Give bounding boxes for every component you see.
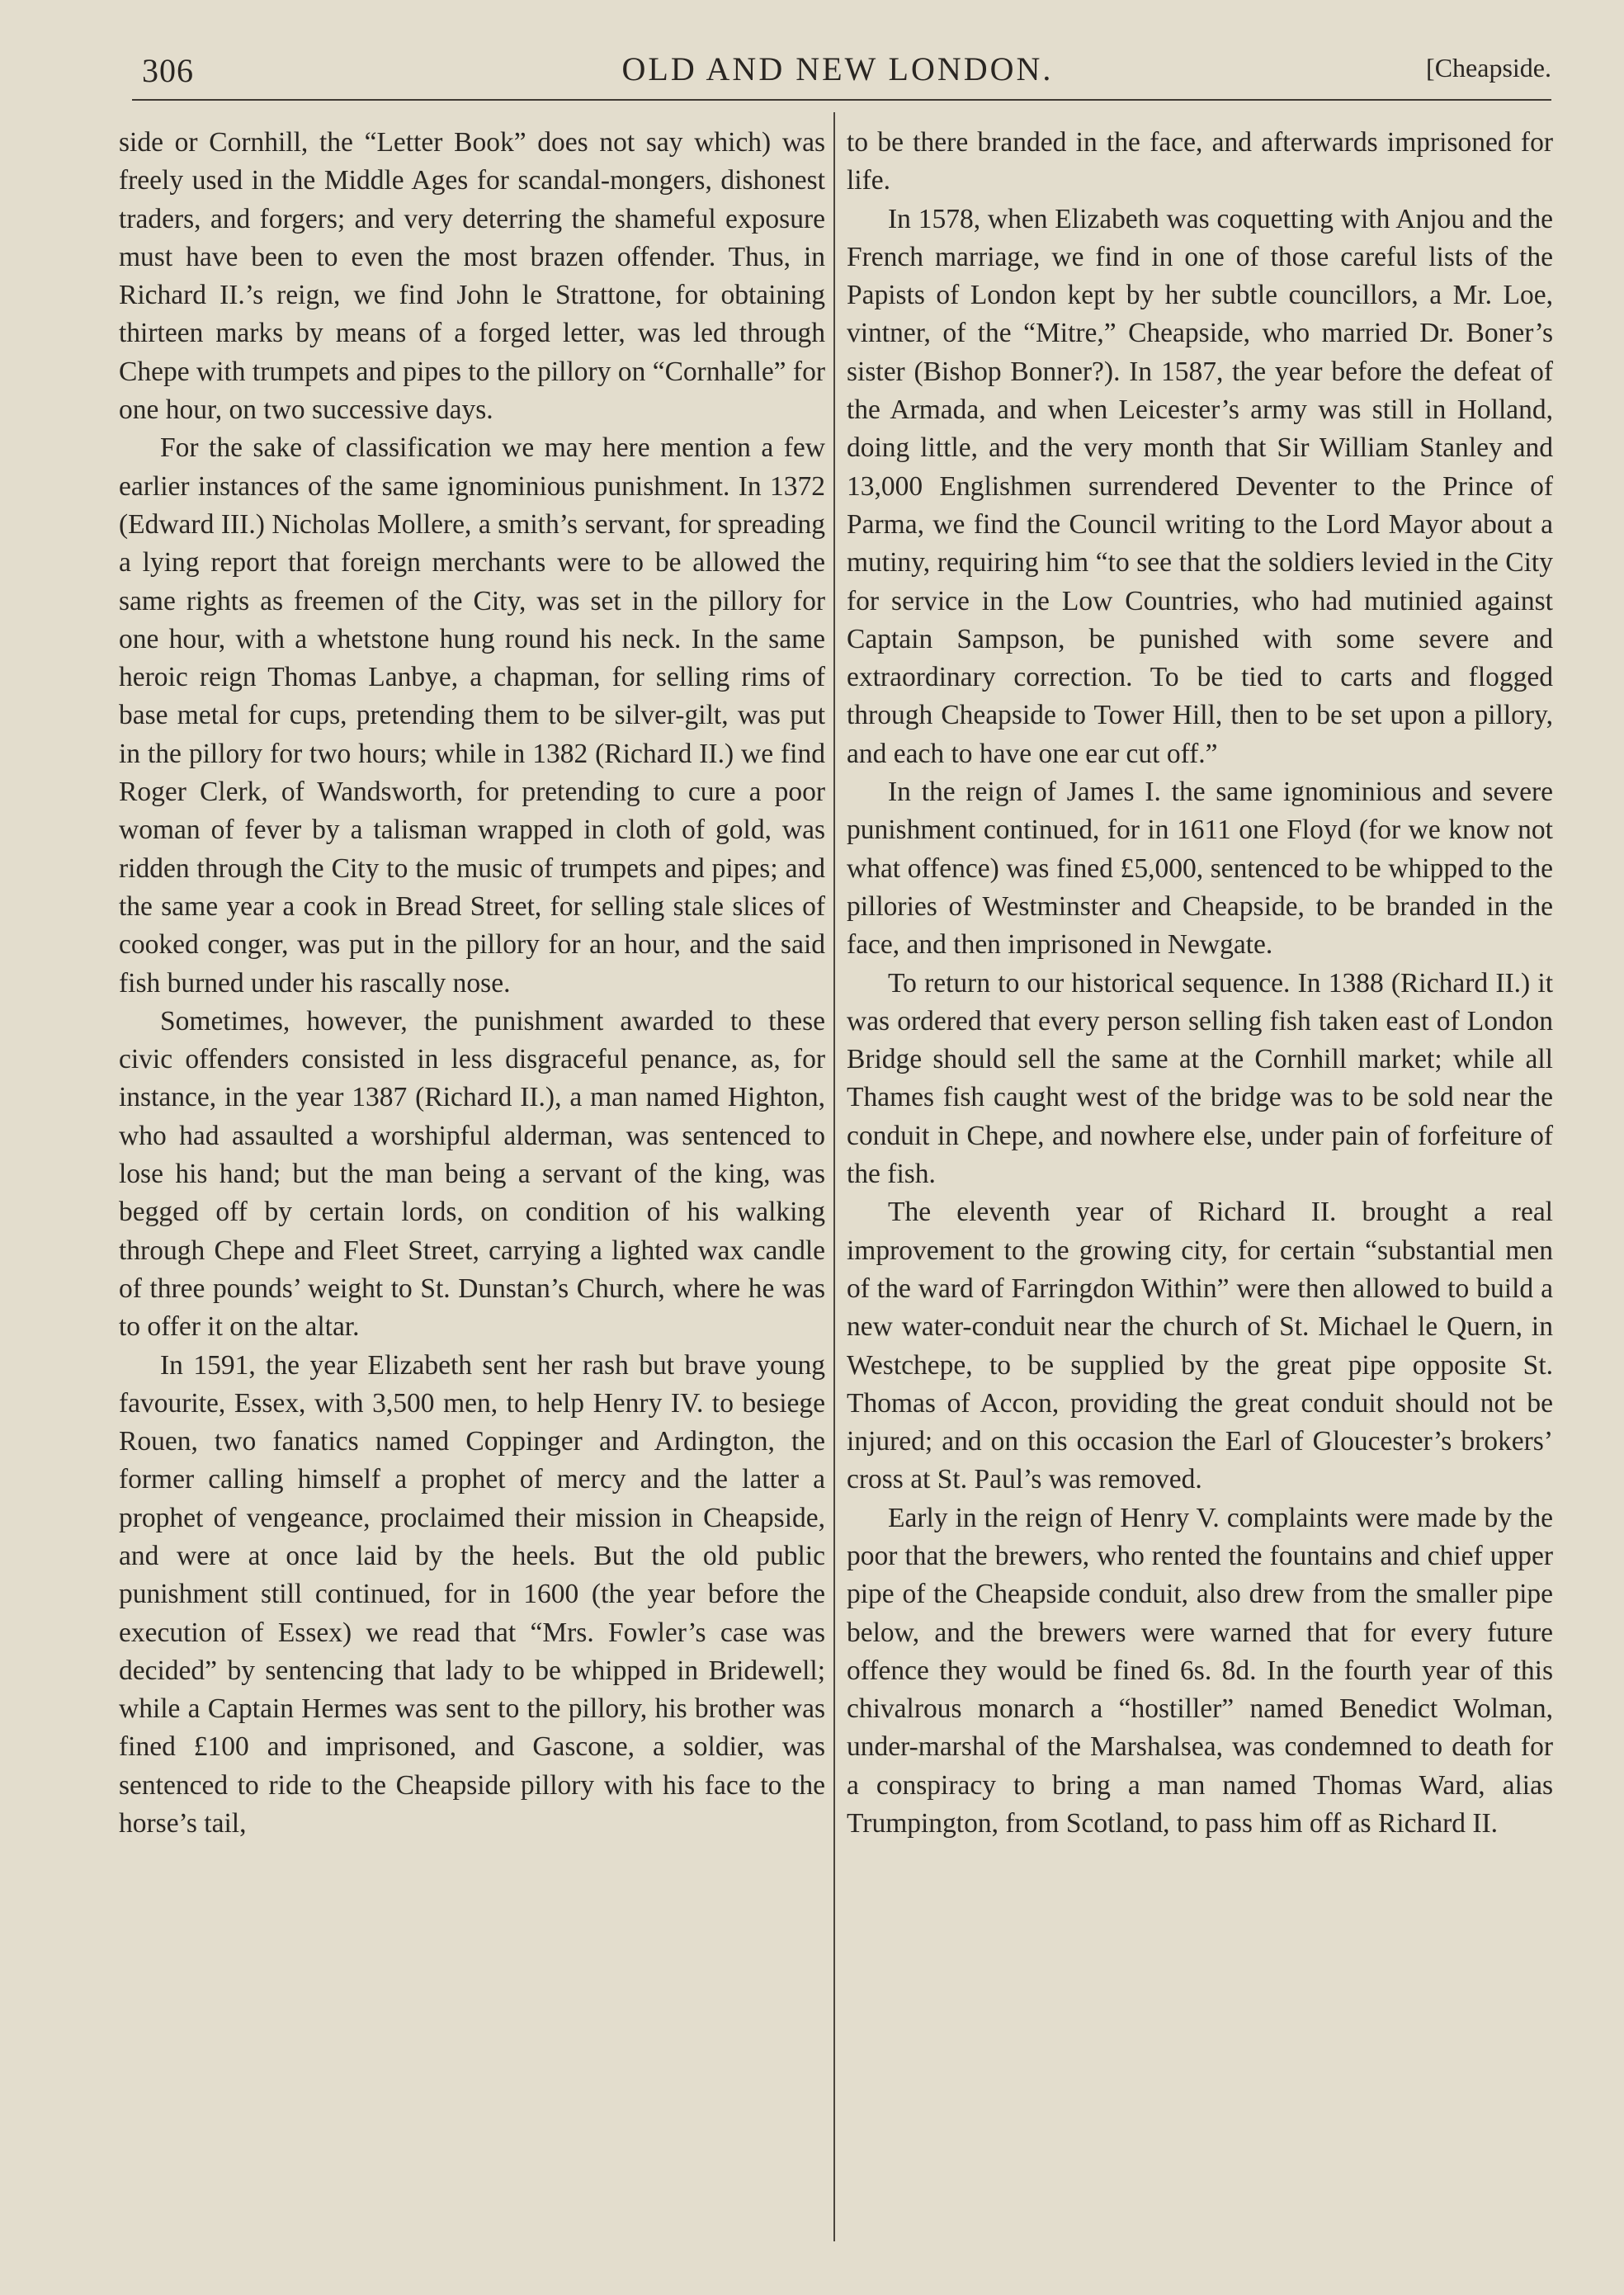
column-divider [833, 112, 835, 2241]
paragraph: In 1578, when Elizabeth was coquetting with Anjou and the French marriage, we find in one of those careful lists of the Papists of London kept by her subtle councillors, a Mr. Loe, vintner, of the “Mitre,” Cheapside, who married Dr. Boner’s sister (Bishop Bonner?). In 1587, the year before the defeat of the Armada, and when Leicester’s army was still in Holland, doing little, and the very month that Sir William Stanley and 13,000 Englishmen surrendered Deventer to the Prince of Parma, we find the Council writing to the Lord Mayor about a mutiny, requiring him “to see that the soldiers levied in the City for service in the Low Countries, who had mutinied against Captain Sampson, be punished with some severe and extraordinary correction. To be tied to carts and flogged through Cheapside to Tower Hill, then to be set upon a pillory, and each to have one ear cut off.” [847, 203, 1553, 769]
section-label: [Cheapside. [1426, 53, 1551, 83]
paragraph: Early in the reign of Henry V. complaints were made by the poor that the brewers, who rented the fountains and chief upper pipe of the Cheapside conduit, also drew from the smaller pipe below, and the brewers were warned that for every future offence they would be fined 6s. 8d. In the fourth year of this chivalrous monarch a “hostiller” named Benedict Wolman, under-marshal of the Marshalsea, was condemned to death for a conspiracy to bring a man named Thomas Ward, alias Trumpington, from Scotland, to pass him off as Richard II. [847, 1502, 1553, 1839]
running-title: OLD AND NEW LONDON. [621, 50, 1054, 87]
page-header [124, 46, 1551, 96]
left-column [119, 124, 825, 1843]
paragraph: To return to our historical sequence. In 1388 (Richard II.) it was ordered that every person selling fish taken east of London Bridge should sell the same at the Cornhill market; while all Thames fish caught west of the bridge was to be sold near the conduit in Chepe, and nowhere else, under pain of forfeiture of the fish. [847, 967, 1553, 1190]
page-number: 306 [142, 52, 194, 89]
paragraph: In the reign of James I. the same ignominious and severe punishment continued, for in 1611 one Floyd (for we know not what offence) was fined £5,000, sentenced to be whipped to the pillories of Westminster and Cheapside, to be branded in the face, and then imprisoned in Newgate. [847, 777, 1553, 961]
paragraph: The eleventh year of Richard II. brought a real improvement to the growing city, for certain “substantial men of the ward of Farringdon Within” were then allowed to build a new water-conduit near the church of St. Michael le Quern, in Westchepe, to be supplied by the great pipe opposite St. Thomas of Accon, providing the great conduit should not be injured; and on this occasion the Earl of Gloucester’s brokers’ cross at St. Paul’s was removed. [847, 1197, 1553, 1495]
paragraph: to be there branded in the face, and afterwards imprisoned for life. [847, 127, 1553, 196]
header-rule [132, 99, 1551, 101]
paragraph: In 1591, the year Elizabeth sent her rash but brave young favourite, Essex, with 3,500 men, to help Henry IV. to besiege Rouen, two fanatics named Coppinger and Ardington, the former calling himself a prophet of mercy and the latter a prophet of vengeance, proclaimed their mission in Cheapside, and were at once laid by the heels. But the old public punishment still continued, for in 1600 (the year before the execution of Essex) we read that “Mrs. Fowler’s case was decided” by sentencing that lady to be whipped in Bridewell; while a Captain Hermes was sent to the pillory, his brother was fined £100 and imprisoned, and Gascone, a soldier, was sentenced to ride to the Cheapside pillory with his face to the horse’s tail, [119, 1349, 825, 1839]
paragraph: Sometimes, however, the punishment awarded to these civic offenders consisted in less disgraceful penance, as, for instance, in the year 1387 (Richard II.), a man named Highton, who had assaulted a worshipful alderman, was sentenced to lose his hand; but the man being a servant of the king, was begged off by certain lords, on condition of his walking through Chepe and Fleet Street, carrying a lighted wax candle of three pounds’ weight to St. Dunstan’s Church, where he was to offer it on the altar. [119, 1005, 825, 1343]
right-column [847, 124, 1553, 1843]
paragraph: side or Cornhill, the “Letter Book” does not say which) was freely used in the Middle Ages for scandal-mongers, dishonest traders, and forgers; and very deterring the shameful exposure must have been to even the most brazen offender. Thus, in Richard II.’s reign, we find John le Strattone, for obtaining thirteen marks by means of a forged letter, was led through Chepe with trumpets and pipes to the pillory on “Cornhalle” for one hour, on two successive days. [119, 127, 825, 426]
paragraph: For the sake of classification we may here mention a few earlier instances of the same ignominious punishment. In 1372 (Edward III.) Nicholas Mollere, a smith’s servant, for spreading a lying report that foreign merchants were to be allowed the same rights as freemen of the City, was set in the pillory for one hour, with a whetstone hung round his neck. In the same heroic reign Thomas Lanbye, a chapman, for selling rims of base metal for cups, pretending them to be silver-gilt, was put in the pillory for two hours; while in 1382 (Richard II.) we find Roger Clerk, of Wandsworth, for pretending to cure a poor woman of fever by a talisman wrapped in cloth of gold, was ridden through the City to the music of trumpets and pipes; and the same year a cook in Bread Street, for selling stale slices of cooked conger, was put in the pillory for an hour, and the said fish burned under his rascally nose. [119, 432, 825, 999]
